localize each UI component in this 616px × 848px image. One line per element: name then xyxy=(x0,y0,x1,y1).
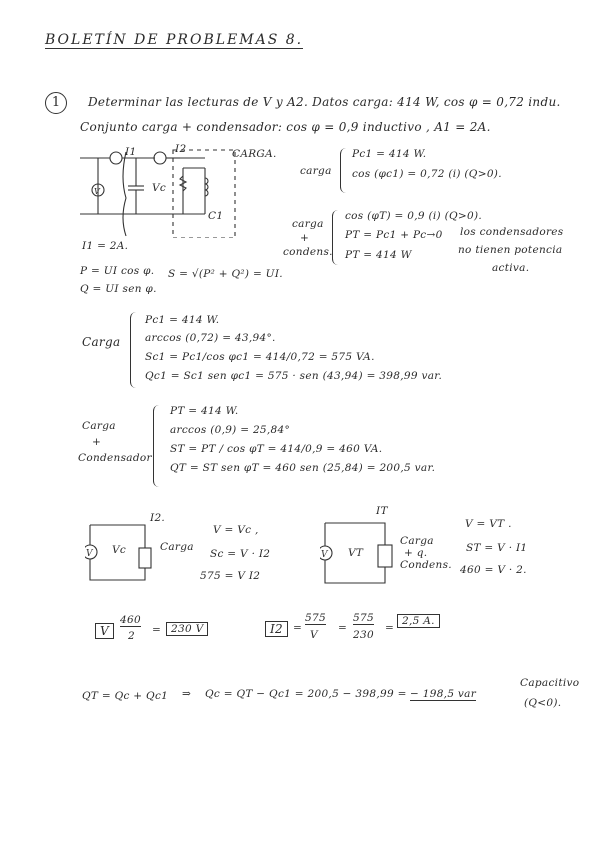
result-i-lhs: I2 xyxy=(265,621,288,637)
final-arrow: ⇒ xyxy=(182,688,192,700)
problem-statement-line1: Determinar las lecturas de V y A2. Datos carga: 414 W, cos φ = 0,72 indu. xyxy=(88,95,561,109)
circuit3-load-label1: Carga xyxy=(400,535,434,547)
carga-calc-line1: Pc1 = 414 W. xyxy=(145,314,220,326)
conjunto-note1: los condensadores xyxy=(460,226,564,238)
conjunto-label3: condens. xyxy=(283,246,333,258)
final-equation: Qc = QT − Qc1 = 200,5 − 398,99 = xyxy=(205,688,407,700)
carga-calc-label: Carga xyxy=(82,335,121,349)
final-note2: (Q<0). xyxy=(524,697,562,709)
carga-block-line1: Pc1 = 414 W. xyxy=(352,148,427,160)
problem-statement-line2: Conjunto carga + condensador: cos φ = 0,9 inductivo , A1 = 2A. xyxy=(80,120,491,134)
result-v-value: 230 V xyxy=(166,622,208,636)
final-result: − 198,5 var xyxy=(410,688,477,700)
circuit3-eq1: V = VT . xyxy=(465,518,512,530)
result-i-frac1-den: V xyxy=(310,629,318,641)
formula-s: S = √(P² + Q²) = UI. xyxy=(168,268,283,280)
result-v-num: 460 xyxy=(120,614,141,626)
carga-calc-line3: Sc1 = Pc1/cos φc1 = 414/0,72 = 575 VA. xyxy=(145,351,375,363)
result-i-frac1-num: 575 xyxy=(305,612,326,624)
conjunto-note3: activa. xyxy=(492,262,530,274)
conjunto-calc-label1: Carga xyxy=(82,420,116,432)
result-v-lhs: V xyxy=(95,623,114,639)
problem-number: 1 xyxy=(45,92,67,114)
conjunto-calc-line1: PT = 414 W. xyxy=(170,405,239,417)
carga-calc-line2: arccos (0,72) = 43,94°. xyxy=(145,332,276,344)
circuit3-load-label3: Condens. xyxy=(400,559,452,571)
final-note1: Capacitivo xyxy=(520,677,580,689)
conjunto-note2: no tienen potencia xyxy=(458,244,563,256)
conjunto-label2: + xyxy=(300,232,310,244)
svg-text:V: V xyxy=(86,549,93,559)
circuit3-eq3: 460 = V · 2. xyxy=(460,564,527,576)
result-i-frac2-den: 230 xyxy=(353,629,374,641)
conjunto-calc-line3: ST = PT / cos φT = 414/0,9 = 460 VA. xyxy=(170,443,383,455)
circuit1-carga-label: CARGA. xyxy=(232,148,277,160)
circuit3-load-label2: + q. xyxy=(404,547,428,559)
circuit1-c1-label: C1 xyxy=(208,210,224,222)
circuit2-eq3: 575 = V I2 xyxy=(200,570,261,582)
circuit1-given: I1 = 2A. xyxy=(82,240,129,252)
document-title: BOLETÍN DE PROBLEMAS 8. xyxy=(45,32,304,48)
carga-block-label: carga xyxy=(300,165,332,177)
circuit2-load-label: Carga xyxy=(160,541,194,553)
result-i-frac2-num: 575 xyxy=(353,612,374,624)
result-v-den: 2 xyxy=(128,630,135,642)
circuit1-i1-label: I1 xyxy=(125,146,137,158)
result-i-value: 2,5 A. xyxy=(397,614,440,628)
svg-text:V: V xyxy=(94,187,100,196)
circuit3-vt-label: VT xyxy=(348,547,364,559)
conjunto-calc-label3: Condensador xyxy=(78,452,152,464)
final-lhs: QT = Qc + Qc1 xyxy=(82,690,169,702)
conjunto-calc-line2: arccos (0,9) = 25,84° xyxy=(170,424,291,436)
circuit2-vc-label: Vc xyxy=(112,544,127,556)
circuit1-vc-label: Vc xyxy=(152,182,167,194)
conjunto-label1: carga xyxy=(292,218,324,230)
conjunto-line2: PT = Pc1 + Pc→0 xyxy=(345,229,443,241)
conjunto-line1: cos (φT) = 0,9 (i) (Q>0). xyxy=(345,210,482,222)
circuit2-eq2: Sc = V · I2 xyxy=(210,548,271,560)
carga-block-line2: cos (φc1) = 0,72 (i) (Q>0). xyxy=(352,168,502,180)
conjunto-calc-label2: + xyxy=(92,436,102,448)
formula-q: Q = UI sen φ. xyxy=(80,283,157,295)
formula-p: P = UI cos φ. xyxy=(80,265,155,277)
conjunto-line3: PT = 414 W xyxy=(345,249,412,261)
carga-calc-line4: Qc1 = Sc1 sen φc1 = 575 · sen (43,94) = 398,99 var. xyxy=(145,370,443,382)
circuit3-eq2: ST = V · I1 xyxy=(466,542,528,554)
svg-text:V: V xyxy=(321,550,328,560)
conjunto-calc-line4: QT = ST sen φT = 460 sen (25,84) = 200,5 var. xyxy=(170,462,436,474)
circuit2-current-label: I2. xyxy=(150,512,166,524)
circuit1-i2-label: I2 xyxy=(175,143,187,155)
circuit2-eq1: V = Vc , xyxy=(213,524,259,536)
circuit3-current-label: IT xyxy=(376,505,388,517)
